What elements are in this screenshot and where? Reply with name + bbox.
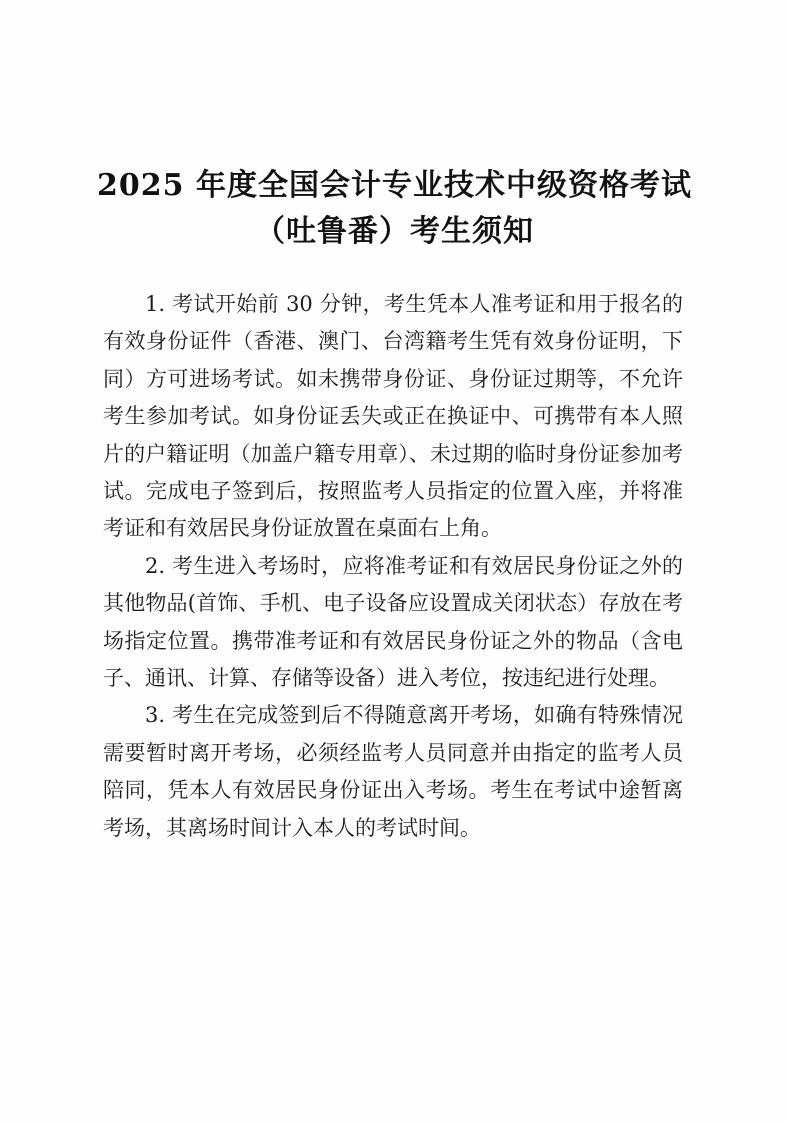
document-title-line-1: 2025 年度全国会计专业技术中级资格考试 (97, 168, 692, 203)
paragraph-3: 3. 考生在完成签到后不得随意离开考场，如确有特殊情况需要暂时离开考场，必须经监考人员同意并由指定的监考人员陪同，凭本人有效居民身份证出入考场。考生在考试中途暂离考场，其离场时间计入本人的考试时间。 (103, 703, 683, 840)
document-body (103, 286, 683, 847)
paragraph-2: 2. 考生进入考场时，应将准考证和有效居民身份证之外的其他物品(首饰、手机、电子设备应设置成关闭状态）存放在考场指定位置。携带准考证和有效居民身份证之外的物品（含电子、通讯、计算、存储等设备）进入考位，按违纪进行处理。 (103, 553, 683, 691)
paragraph-1: 1. 考试开始前 30 分钟，考生凭本人准考证和用于报名的有效身份证件（香港、澳门、台湾籍考生凭有效身份证明，下同）方可进场考试。如未携带身份证、身份证过期等，不允许考生参加考试。如身份证丢失或正在换证中、可携带有本人照片的户籍证明（加盖户籍专用章）、未过期的临时身份证参加考试。完成电子签到后，按照监考人员指定的位置入座，并将准考证和有效居民身份证放置在桌面右上角。 (103, 292, 683, 541)
document-title-line-2: （吐鲁番）考生须知 (255, 214, 534, 249)
